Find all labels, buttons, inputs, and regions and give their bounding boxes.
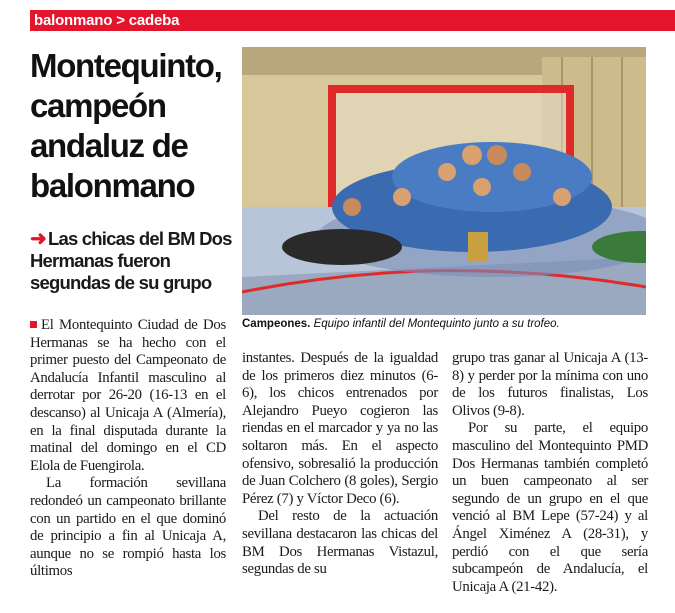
article-column-2: [242, 350, 438, 579]
caption-label: Campeones.: [242, 318, 311, 330]
paragraph-text: El Montequinto Ciudad de Dos Hermanas se ha hecho con el primer puesto del Campeonato de Andalucía Infantil masculino al derrotar por 26-20 (16-13 en el descanso) al Unicaja A (Almería), en la final disputada durante la matinal del domingo en el CD Elola de Fuengirola.: [30, 317, 226, 474]
section-separator: >: [116, 12, 125, 29]
paragraph: grupo tras ganar al Unicaja A (13-8) y perder por la mínima con uno de los futuros finalistas, Los Olivos (9-8).: [452, 350, 648, 419]
bullet-square-icon: [30, 321, 37, 328]
paragraph: Del resto de la actuación sevillana destacaron las chicas del BM Dos Hermanas Vistazul, segundas de su: [242, 508, 438, 578]
paragraph: Por su parte, el equipo masculino del Montequinto PMD Dos Hermanas también completó un buen campeonato al ser segundo de un grupo en el que venció al BM Lepe (57-24) y al Ángel Ximénez A (28-31), y perdió con el que sería subcampeón de Andalucía, el Unicaja A (21-42).: [452, 420, 648, 595]
team-photo-illustration: [242, 47, 646, 315]
arrow-right-icon: ➜: [30, 228, 46, 250]
caption-text: Equipo infantil del Montequinto junto a su trofeo.: [313, 318, 560, 330]
team-photo: [242, 47, 646, 315]
section-name: balonmano: [34, 12, 113, 29]
paragraph: [30, 317, 226, 475]
section-bar: [30, 10, 675, 31]
article-headline: Montequinto, campeón andaluz de balonmano: [30, 47, 222, 204]
photo-caption: [242, 318, 662, 330]
paragraph: instantes. Después de la igualdad de los primeros diez minutos (6-6), los chicos entrenados por Alejandro Pueyo cogieron las riendas en el marcador y ya no las soltaron más. En el aspecto ofensivo, sobresalió la producción de Juan Colchero (8 goles), Sergio Pérez (7) y Víctor Deco (6).: [242, 350, 438, 507]
subhead-text: Las chicas del BM Dos Hermanas fueron segundas de su grupo: [30, 228, 232, 293]
article-subhead: [30, 228, 235, 294]
subsection-name: cadeba: [128, 12, 180, 29]
article-column-3: [452, 350, 648, 596]
article-column-1: [30, 317, 226, 581]
paragraph: La formación sevillana redondeó un campeonato brillante con un partido en el que dominó de principio a fin al Unicaja A, aunque no se rompió hasta los últimos: [30, 475, 226, 580]
